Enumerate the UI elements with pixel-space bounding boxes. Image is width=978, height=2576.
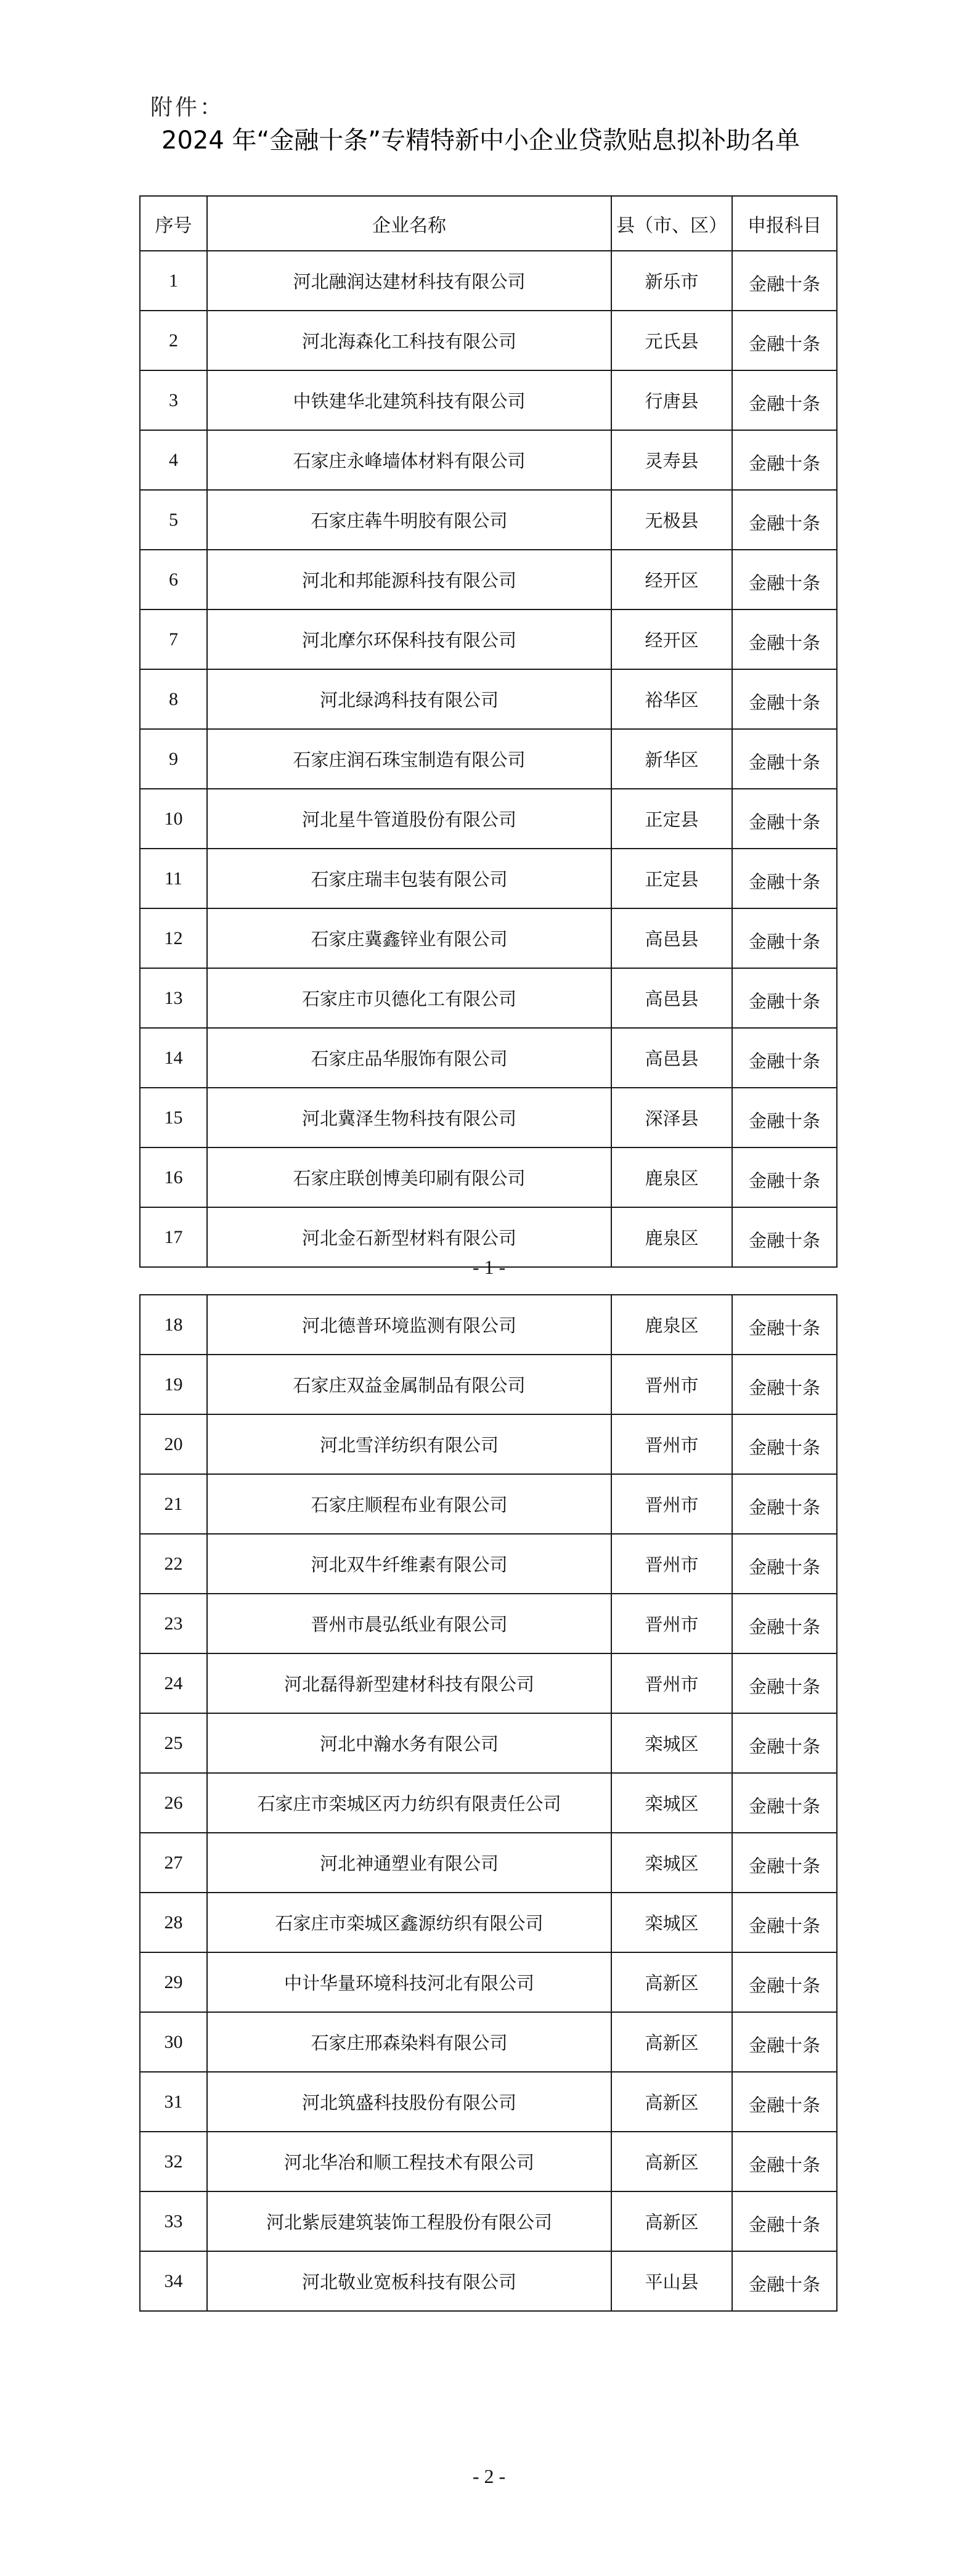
category: 金融十条 <box>732 311 837 370</box>
category: 金融十条 <box>732 1833 837 1893</box>
category: 金融十条 <box>732 669 837 729</box>
table-row <box>140 1414 837 1474</box>
category: 金融十条 <box>732 2191 837 2251</box>
county-name: 新乐市 <box>611 251 732 311</box>
county-name: 晋州市 <box>611 1594 732 1653</box>
county-name: 高新区 <box>611 2191 732 2251</box>
county-name: 晋州市 <box>611 1414 732 1474</box>
category: 金融十条 <box>732 609 837 669</box>
category: 金融十条 <box>732 1207 837 1267</box>
category: 金融十条 <box>732 2132 837 2191</box>
company-name: 河北敬业宽板科技有限公司 <box>207 2251 611 2311</box>
company-name: 河北金石新型材料有限公司 <box>207 1207 611 1267</box>
category: 金融十条 <box>732 1594 837 1653</box>
row-index: 4 <box>140 430 207 490</box>
company-name: 河北摩尔环保科技有限公司 <box>207 609 611 669</box>
county-name: 高邑县 <box>611 1028 732 1088</box>
category: 金融十条 <box>732 1028 837 1088</box>
row-index: 28 <box>140 1893 207 1952</box>
row-index: 12 <box>140 908 207 968</box>
category: 金融十条 <box>732 2012 837 2072</box>
company-name: 河北筑盛科技股份有限公司 <box>207 2072 611 2132</box>
table-row <box>140 1713 837 1773</box>
table-row <box>140 1653 837 1713</box>
county-name: 栾城区 <box>611 1773 732 1833</box>
county-name: 鹿泉区 <box>611 1295 732 1355</box>
attachment-label: 附件： <box>150 95 225 120</box>
company-name: 石家庄市贝德化工有限公司 <box>207 968 611 1028</box>
row-index: 31 <box>140 2072 207 2132</box>
county-name: 裕华区 <box>611 669 732 729</box>
company-name: 石家庄瑞丰包装有限公司 <box>207 849 611 908</box>
category: 金融十条 <box>732 1088 837 1147</box>
row-index: 19 <box>140 1355 207 1414</box>
category: 金融十条 <box>732 1893 837 1952</box>
table-row <box>140 1088 837 1147</box>
row-index: 18 <box>140 1295 207 1355</box>
category: 金融十条 <box>732 968 837 1028</box>
category: 金融十条 <box>732 1355 837 1414</box>
category: 金融十条 <box>732 1414 837 1474</box>
table-row <box>140 251 837 311</box>
company-name: 中铁建华北建筑科技有限公司 <box>207 370 611 430</box>
table-row <box>140 1594 837 1653</box>
county-name: 鹿泉区 <box>611 1147 732 1207</box>
row-index: 10 <box>140 789 207 849</box>
table-row <box>140 2132 837 2191</box>
county-name: 平山县 <box>611 2251 732 2311</box>
row-index: 26 <box>140 1773 207 1833</box>
county-name: 正定县 <box>611 849 732 908</box>
header-category: 申报科目 <box>732 196 837 251</box>
table-row <box>140 2251 837 2311</box>
row-index: 6 <box>140 550 207 609</box>
category: 金融十条 <box>732 908 837 968</box>
company-name: 河北华冶和顺工程技术有限公司 <box>207 2132 611 2191</box>
table-row <box>140 2012 837 2072</box>
table-row <box>140 311 837 370</box>
table-row <box>140 550 837 609</box>
category: 金融十条 <box>732 490 837 550</box>
category: 金融十条 <box>732 789 837 849</box>
county-name: 晋州市 <box>611 1534 732 1594</box>
category: 金融十条 <box>732 1534 837 1594</box>
table-row <box>140 1893 837 1952</box>
county-name: 高新区 <box>611 2012 732 2072</box>
row-index: 34 <box>140 2251 207 2311</box>
category: 金融十条 <box>732 2072 837 2132</box>
row-index: 8 <box>140 669 207 729</box>
row-index: 32 <box>140 2132 207 2191</box>
header-county: 县（市、区） <box>611 196 732 251</box>
county-name: 正定县 <box>611 789 732 849</box>
table-row <box>140 1295 837 1355</box>
category: 金融十条 <box>732 1952 837 2012</box>
category: 金融十条 <box>732 1474 837 1534</box>
category: 金融十条 <box>732 1653 837 1713</box>
table-body <box>140 1295 837 2311</box>
row-index: 1 <box>140 251 207 311</box>
company-name: 晋州市晨弘纸业有限公司 <box>207 1594 611 1653</box>
table-row <box>140 669 837 729</box>
company-name: 河北融润达建材科技有限公司 <box>207 251 611 311</box>
county-name: 鹿泉区 <box>611 1207 732 1267</box>
table-row <box>140 729 837 789</box>
row-index: 11 <box>140 849 207 908</box>
category: 金融十条 <box>732 1773 837 1833</box>
county-name: 经开区 <box>611 609 732 669</box>
header-company: 企业名称 <box>207 196 611 251</box>
category: 金融十条 <box>732 1713 837 1773</box>
category: 金融十条 <box>732 729 837 789</box>
table-row <box>140 1773 837 1833</box>
county-name: 灵寿县 <box>611 430 732 490</box>
row-index: 14 <box>140 1028 207 1088</box>
row-index: 27 <box>140 1833 207 1893</box>
company-name: 石家庄润石珠宝制造有限公司 <box>207 729 611 789</box>
row-index: 2 <box>140 311 207 370</box>
company-name: 河北紫辰建筑装饰工程股份有限公司 <box>207 2191 611 2251</box>
company-name: 中计华量环境科技河北有限公司 <box>207 1952 611 2012</box>
category: 金融十条 <box>732 370 837 430</box>
company-name: 石家庄品华服饰有限公司 <box>207 1028 611 1088</box>
county-name: 高邑县 <box>611 908 732 968</box>
company-name: 河北海森化工科技有限公司 <box>207 311 611 370</box>
table-row <box>140 370 837 430</box>
row-index: 30 <box>140 2012 207 2072</box>
subsidy-list-table-page-2 <box>139 1294 837 2312</box>
company-name: 石家庄冀鑫锌业有限公司 <box>207 908 611 968</box>
table-row <box>140 1355 837 1414</box>
table-row <box>140 908 837 968</box>
table-row <box>140 1147 837 1207</box>
document-title: 2024 年“金融十条”专精特新中小企业贷款贴息拟补助名单 <box>161 126 800 155</box>
table-row <box>140 789 837 849</box>
county-name: 经开区 <box>611 550 732 609</box>
row-index: 7 <box>140 609 207 669</box>
table-row <box>140 968 837 1028</box>
header-index: 序号 <box>140 196 207 251</box>
table-body <box>140 251 837 1267</box>
row-index: 16 <box>140 1147 207 1207</box>
row-index: 25 <box>140 1713 207 1773</box>
company-name: 石家庄犇牛明胶有限公司 <box>207 490 611 550</box>
row-index: 17 <box>140 1207 207 1267</box>
table-row <box>140 2191 837 2251</box>
row-index: 20 <box>140 1414 207 1474</box>
company-name: 河北德普环境监测有限公司 <box>207 1295 611 1355</box>
table-header-row <box>140 196 837 251</box>
category: 金融十条 <box>732 430 837 490</box>
row-index: 33 <box>140 2191 207 2251</box>
table-row <box>140 1028 837 1088</box>
subsidy-list-table-page-1 <box>139 195 837 1268</box>
company-name: 河北绿鸿科技有限公司 <box>207 669 611 729</box>
company-name: 河北双牛纤维素有限公司 <box>207 1534 611 1594</box>
category: 金融十条 <box>732 251 837 311</box>
county-name: 栾城区 <box>611 1713 732 1773</box>
company-name: 河北神通塑业有限公司 <box>207 1833 611 1893</box>
table-row <box>140 1534 837 1594</box>
county-name: 晋州市 <box>611 1653 732 1713</box>
table-row <box>140 1952 837 2012</box>
table-row <box>140 1474 837 1534</box>
page-number: - 1 - <box>472 1256 506 1278</box>
county-name: 新华区 <box>611 729 732 789</box>
category: 金融十条 <box>732 849 837 908</box>
row-index: 24 <box>140 1653 207 1713</box>
company-name: 河北冀泽生物科技有限公司 <box>207 1088 611 1147</box>
county-name: 高新区 <box>611 2072 732 2132</box>
county-name: 栾城区 <box>611 1833 732 1893</box>
category: 金融十条 <box>732 2251 837 2311</box>
row-index: 29 <box>140 1952 207 2012</box>
category: 金融十条 <box>732 1295 837 1355</box>
table-row <box>140 1833 837 1893</box>
table-row <box>140 609 837 669</box>
row-index: 9 <box>140 729 207 789</box>
county-name: 无极县 <box>611 490 732 550</box>
company-name: 河北雪洋纺织有限公司 <box>207 1414 611 1474</box>
county-name: 高新区 <box>611 1952 732 2012</box>
county-name: 行唐县 <box>611 370 732 430</box>
row-index: 21 <box>140 1474 207 1534</box>
category: 金融十条 <box>732 550 837 609</box>
row-index: 23 <box>140 1594 207 1653</box>
company-name: 石家庄永峰墙体材料有限公司 <box>207 430 611 490</box>
row-index: 13 <box>140 968 207 1028</box>
category: 金融十条 <box>732 1147 837 1207</box>
county-name: 高邑县 <box>611 968 732 1028</box>
company-name: 河北中瀚水务有限公司 <box>207 1713 611 1773</box>
row-index: 3 <box>140 370 207 430</box>
table-row <box>140 849 837 908</box>
company-name: 石家庄联创博美印刷有限公司 <box>207 1147 611 1207</box>
county-name: 深泽县 <box>611 1088 732 1147</box>
company-name: 石家庄双益金属制品有限公司 <box>207 1355 611 1414</box>
table-row <box>140 490 837 550</box>
company-name: 石家庄顺程布业有限公司 <box>207 1474 611 1534</box>
company-name: 河北和邦能源科技有限公司 <box>207 550 611 609</box>
page-number: - 2 - <box>472 2465 506 2487</box>
company-name: 河北星牛管道股份有限公司 <box>207 789 611 849</box>
row-index: 5 <box>140 490 207 550</box>
table-row <box>140 2072 837 2132</box>
table-row <box>140 430 837 490</box>
row-index: 15 <box>140 1088 207 1147</box>
county-name: 高新区 <box>611 2132 732 2191</box>
company-name: 石家庄市栾城区鑫源纺织有限公司 <box>207 1893 611 1952</box>
company-name: 石家庄邢森染料有限公司 <box>207 2012 611 2072</box>
row-index: 22 <box>140 1534 207 1594</box>
company-name: 河北磊得新型建材科技有限公司 <box>207 1653 611 1713</box>
company-name: 石家庄市栾城区丙力纺织有限责任公司 <box>207 1773 611 1833</box>
county-name: 栾城区 <box>611 1893 732 1952</box>
county-name: 晋州市 <box>611 1355 732 1414</box>
county-name: 元氏县 <box>611 311 732 370</box>
county-name: 晋州市 <box>611 1474 732 1534</box>
